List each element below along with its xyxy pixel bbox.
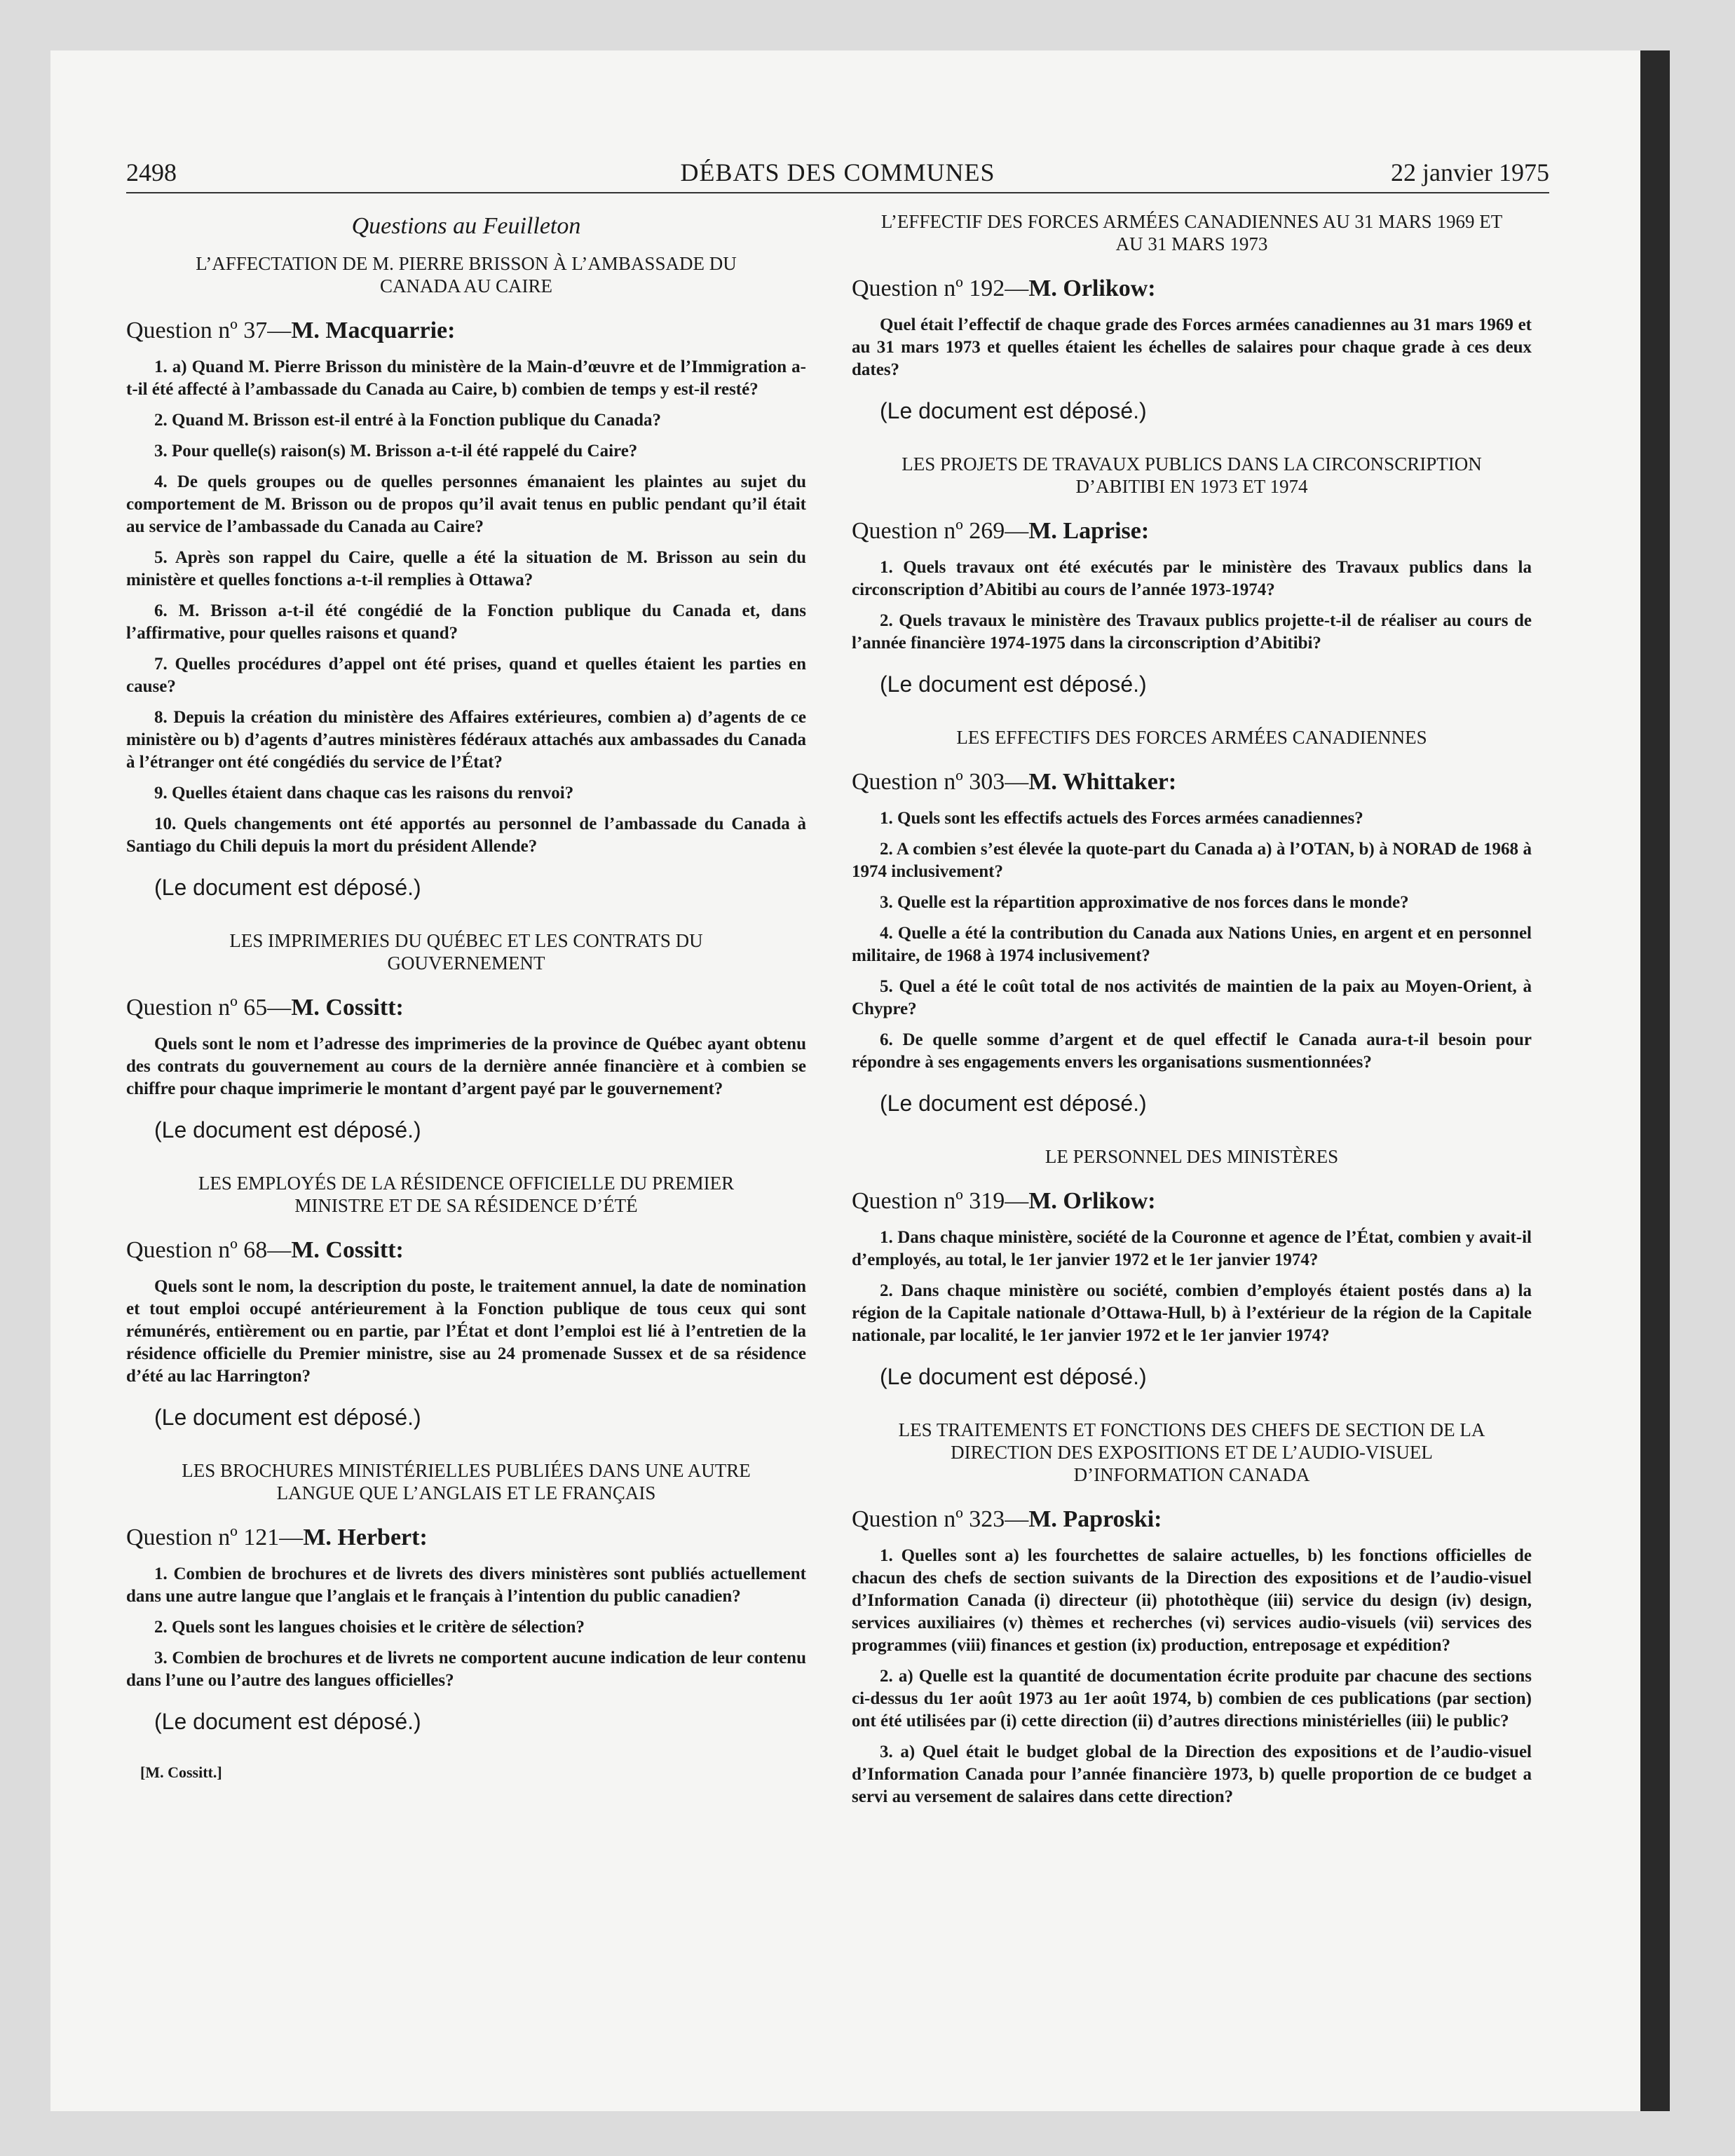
section-title: LES EFFECTIFS DES FORCES ARMÉES CANADIENNES [956, 727, 1427, 748]
question-heading [126, 1236, 806, 1264]
section-kicker: Questions au Feuilleton [351, 213, 581, 239]
section-title: LES PROJETS DE TRAVAUX PUBLICS DANS LA CIRCONSCRIPTION D’ABITIBI EN 1973 ET 1974 [901, 453, 1482, 497]
question-paragraph: 3. Quelle est la répartition approximative de nos forces dans le monde? [880, 893, 1409, 912]
question-number: Question nº 65— [126, 995, 292, 1021]
section-title: LES EMPLOYÉS DE LA RÉSIDENCE OFFICIELLE DU PREMIER MINISTRE ET DE SA RÉSIDENCE D’ÉTÉ [198, 1173, 735, 1216]
speaker-note: [M. Cossitt.] [140, 1763, 222, 1781]
question-heading [852, 1506, 1532, 1534]
question-section [126, 1459, 806, 1735]
document-deposited-note: (Le document est déposé.) [154, 875, 421, 900]
member-name: M. Laprise: [1028, 518, 1150, 544]
member-name: M. Orlikow: [1028, 275, 1156, 301]
document-deposited-note: (Le document est déposé.) [880, 1364, 1147, 1389]
document-deposited-note: (Le document est déposé.) [880, 1091, 1147, 1116]
document-deposited-note: (Le document est déposé.) [154, 1405, 421, 1430]
question-paragraph: 2. Quels sont les langues choisies et le critère de sélection? [154, 1618, 585, 1637]
question-section [852, 1419, 1532, 1808]
question-paragraph: 2. Dans chaque ministère ou société, combien d’employés étaient postés dans a) la région de la Capitale nationale d’Ottawa-Hull, b) à l’extérieur de la région de la Capitale nationale, par localité, le 1er janvier 1972 et le 1er janvier 1974? [852, 1281, 1532, 1345]
question-paragraph: 4. Quelle a été la contribution du Canada aux Nations Unies, en argent et en personnel militaire, de 1968 à 1974 inclusivement? [852, 924, 1532, 965]
question-number: Question nº 323— [852, 1506, 1029, 1532]
member-name: M. Macquarrie: [291, 318, 456, 343]
document-deposited-note: (Le document est déposé.) [154, 1117, 421, 1142]
question-paragraph: 8. Depuis la création du ministère des Affaires extérieures, combien a) d’agents de ce ministère ou b) d’agents d’autres ministères fédéraux attachés aux ambassades du Canada à l’étranger ont été congédiés du service de l’État? [126, 708, 806, 772]
question-paragraph: 2. a) Quelle est la quantité de documentation écrite produite par chacune des sections ci-dessus du 1er août 1973 au 1er août 1974, b) combien de ces publications (par section) ont été utilisées par (i) cette direction (ii) d’autres directions ministérielles (iii) le public? [852, 1667, 1532, 1731]
question-paragraph: 7. Quelles procédures d’appel ont été prises, quand et quelles étaient les parties en cause? [126, 655, 806, 696]
question-heading [126, 994, 806, 1022]
section-title: L’AFFECTATION DE M. PIERRE BRISSON À L’AMBASSADE DU CANADA AU CAIRE [196, 253, 737, 296]
question-paragraph: 1. Combien de brochures et de livrets des divers ministères sont publiés actuellement dans une autre langue que l’anglais et le français à l’intention du public canadien? [126, 1564, 806, 1606]
document-deposited-note: (Le document est déposé.) [880, 398, 1147, 423]
question-paragraph: 3. a) Quel était le budget global de la Direction des expositions et de l’audio-visuel d’Information Canada pour l’année financière 1973, b) quelle proportion de ce budget a servi au versement de salaires dans cette direction? [852, 1742, 1532, 1806]
question-paragraph: 5. Après son rappel du Caire, quelle a été la situation de M. Brisson au sein du ministère et quelles fonctions a-t-il remplies à Ottawa? [126, 548, 806, 589]
section-title: LES TRAITEMENTS ET FONCTIONS DES CHEFS DE SECTION DE LA DIRECTION DES EXPOSITIONS ET DE L’AUDIO-VISUEL D’INFORMATION CANADA [898, 1419, 1485, 1485]
question-section [126, 929, 806, 1144]
member-name: M. Herbert: [303, 1524, 428, 1550]
page-number: 2498 [126, 158, 177, 186]
member-name: M. Cossitt: [291, 1237, 404, 1263]
scan-edge-bar [1640, 50, 1670, 2111]
question-paragraph: 2. Quand M. Brisson est-il entré à la Fonction publique du Canada? [154, 411, 662, 430]
question-heading [126, 317, 806, 345]
question-heading [852, 517, 1532, 545]
question-number: Question nº 192— [852, 275, 1029, 301]
issue-date: 22 janvier 1975 [1391, 158, 1549, 186]
question-heading [126, 1524, 806, 1552]
question-section [126, 252, 806, 901]
question-section [852, 726, 1532, 1117]
question-paragraph: 2. Quels travaux le ministère des Travaux publics projette-t-il de réaliser au cours de l’année financière 1974-1975 dans la circonscription d’Abitibi? [852, 611, 1532, 653]
question-section [852, 1145, 1532, 1391]
question-paragraph: 3. Combien de brochures et de livrets ne comportent aucune indication de leur contenu dans l’une ou l’autre des langues officielles? [126, 1649, 806, 1690]
question-paragraph: 1. a) Quand M. Pierre Brisson du ministère de la Main-d’œuvre et de l’Immigration a-t-il été affecté à l’ambassade du Canada au Caire, b) combien de temps y est-il resté? [126, 357, 806, 399]
question-paragraph: 3. Pour quelle(s) raison(s) M. Brisson a-t-il été rappelé du Caire? [154, 442, 638, 460]
document-deposited-note: (Le document est déposé.) [880, 671, 1147, 697]
question-paragraph: 5. Quel a été le coût total de nos activités de maintien de la paix au Moyen-Orient, à Chypre? [852, 977, 1532, 1018]
document-deposited-note: (Le document est déposé.) [154, 1709, 421, 1734]
section-title: LES IMPRIMERIES DU QUÉBEC ET LES CONTRATS DU GOUVERNEMENT [229, 930, 703, 974]
question-number: Question nº 37— [126, 318, 292, 343]
question-paragraph: 2. A combien s’est élevée la quote-part du Canada a) à l’OTAN, b) à NORAD de 1968 à 1974 inclusivement? [852, 840, 1532, 881]
journal-title: DÉBATS DES COMMUNES [680, 158, 995, 186]
question-paragraph: 1. Quelles sont a) les fourchettes de salaire actuelles, b) les fonctions officielles de chacun des chefs de section suivants de la Direction des expositions et de l’audio-visuel d’Information Canada (i) directeur (ii) photothèque (iii) service du design (iv) design, services auxiliaires (v) thèmes et recherches (vi) services audio-visuels (vii) services des programmes (viii) finances et gestion (ix) production, entreposage et expédition? [852, 1546, 1532, 1655]
page-header [126, 157, 1549, 193]
question-paragraph: 6. De quelle somme d’argent et de quel effectif le Canada aura-t-il besoin pour répondre à ses engagements envers les organisations susmentionnées? [852, 1030, 1532, 1072]
section-title: LES BROCHURES MINISTÉRIELLES PUBLIÉES DANS UNE AUTRE LANGUE QUE L’ANGLAIS ET LE FRANÇAIS [182, 1460, 751, 1503]
question-section [126, 1172, 806, 1431]
right-column [852, 210, 1532, 1836]
question-paragraph: 4. De quels groupes ou de quelles personnes émanaient les plaintes au sujet du comportement de M. Brisson ou de propos qu’il avait tenus en public pendant qu’il était au service de l’ambassade du Canada au Caire? [126, 472, 806, 536]
question-heading [852, 768, 1532, 796]
question-heading [852, 275, 1532, 303]
question-paragraph: 1. Dans chaque ministère, société de la Couronne et agence de l’État, combien y avait-il d’employés, au total, le 1er janvier 1972 et le 1er janvier 1974? [852, 1228, 1532, 1269]
member-name: M. Orlikow: [1028, 1188, 1156, 1214]
question-heading [852, 1187, 1532, 1215]
question-number: Question nº 319— [852, 1188, 1029, 1214]
question-number: Question nº 269— [852, 518, 1029, 544]
section-title: LE PERSONNEL DES MINISTÈRES [1045, 1146, 1339, 1167]
section-title: L’EFFECTIF DES FORCES ARMÉES CANADIENNES AU 31 MARS 1969 ET AU 31 MARS 1973 [880, 211, 1503, 254]
question-paragraph: Quels sont le nom, la description du poste, le traitement annuel, la date de nomination et tout emploi occupé antérieurement à la Fonction publique de tous ceux qui sont rémunérés, entièrement ou en partie, par l’État et dont l’emploi est lié à l’entretien de la résidence officielle du Premier ministre, sise au 24 promenade Sussex et de sa résidence d’été au lac Harrington? [126, 1277, 806, 1386]
question-paragraph: 1. Quels travaux ont été exécutés par le ministère des Travaux publics dans la circonscription d’Abitibi au cours de l’année 1973-1974? [852, 558, 1532, 599]
member-name: M. Cossitt: [291, 995, 404, 1021]
question-paragraph: Quel était l’effectif de chaque grade des Forces armées canadiennes au 31 mars 1969 et au 31 mars 1973 et quelles étaient les échelles de salaires pour chaque grade à ces deux dates? [852, 315, 1532, 379]
question-number: Question nº 68— [126, 1237, 292, 1263]
question-paragraph: 10. Quels changements ont été apportés au personnel de l’ambassade du Canada à Santiago du Chili depuis la mort du président Allende? [126, 814, 806, 856]
member-name: M. Paproski: [1028, 1506, 1162, 1532]
left-column [126, 210, 806, 1782]
question-number: Question nº 303— [852, 769, 1029, 795]
question-paragraph: 6. M. Brisson a-t-il été congédié de la Fonction publique du Canada et, dans l’affirmative, pour quelles raisons et quand? [126, 601, 806, 643]
question-number: Question nº 121— [126, 1524, 304, 1550]
member-name: M. Whittaker: [1028, 769, 1177, 795]
question-paragraph: Quels sont le nom et l’adresse des imprimeries de la province de Québec ayant obtenu des contrats du gouvernement au cours de la dernière année financière et à combien se chiffre pour chaque imprimerie le montant d’argent payé par le gouvernement? [126, 1035, 806, 1098]
question-section [852, 453, 1532, 698]
question-paragraph: 9. Quelles étaient dans chaque cas les raisons du renvoi? [154, 784, 574, 803]
question-paragraph: 1. Quels sont les effectifs actuels des Forces armées canadiennes? [880, 809, 1363, 828]
question-section [852, 210, 1532, 425]
